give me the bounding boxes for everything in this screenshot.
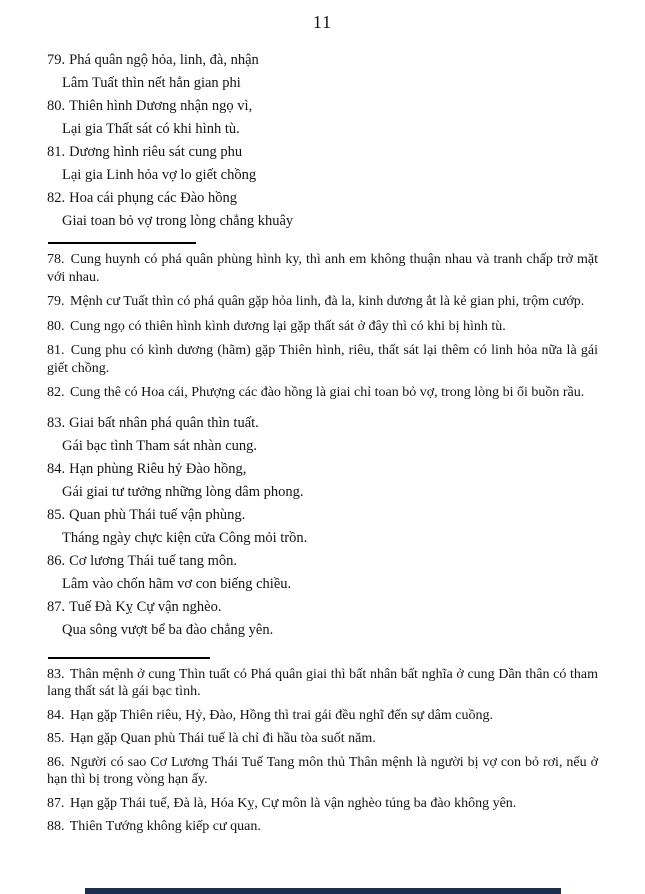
verse-line: Lại gia Linh hỏa vợ lo giết chồng (62, 167, 257, 183)
verse-text: Quan phù Thái tuế vận phùng. (69, 506, 246, 523)
verse-line: Tháng ngày chực kiện cửa Công mỏi trồn. (62, 529, 308, 546)
verse-line: Gái bạc tình Tham sát nhàn cung. (62, 437, 258, 454)
footnote-84 (47, 707, 598, 725)
verse-line (47, 141, 598, 164)
footnote-text: Thiên Tướng không kiếp cư quan. (69, 819, 261, 834)
verse-section-middle (47, 412, 598, 642)
footnote-text: Cung huynh có phá quân phùng hình ky, thì anh em không thuận nhau và tranh chấp trở mặt với nhau. (47, 252, 599, 285)
verse-line: Giai toan bỏ vợ trong lòng chẳng khuây (62, 213, 294, 229)
footnote-number: 86. (47, 754, 65, 770)
verse-83 (47, 412, 598, 458)
page-number: 11 (312, 12, 333, 32)
footnote-88 (47, 818, 598, 836)
verse-number: 81. (47, 144, 66, 160)
footnote-80 (47, 318, 598, 336)
footnotes-lower (47, 666, 598, 836)
verse-line (47, 504, 598, 527)
verse-number: 87. (47, 598, 66, 615)
verse-text: Hạn phùng Riêu hỷ Đào hồng, (69, 460, 247, 477)
footnote-text: Hạn gặp Thiên riêu, Hỷ, Đào, Hồng thì trai gái đều nghĩ đến sự dâm cuồng. (70, 707, 493, 723)
verse-text: Thiên hình Dương nhận ngọ vì, (69, 98, 253, 114)
verse-line (47, 458, 598, 481)
footnote-number: 85. (47, 731, 65, 746)
footnote-text: Người có sao Cơ Lương Thái Tuế Tang môn thủ Thân mệnh là người bị vợ con bỏ rơi, nếu ở hạn thì bị trong vòng hạn ấy. (47, 754, 599, 787)
verse-line (47, 550, 598, 573)
verse-line (47, 412, 598, 435)
verse-number: 83. (47, 414, 66, 431)
footnote-text: Thân mệnh ở cung Thìn tuất có Phá quân giai thì bất nhân bất nghĩa ở cung Dần thân có tham lang thất sát là gái bạc tình. (47, 666, 598, 699)
footnote-text: Hạn gặp Thái tuế, Đà là, Hóa Kỵ, Cự môn là vận nghèo túng ba đào không yên. (70, 795, 517, 811)
verse-line: Qua sông vượt bể ba đào chẳng yên. (62, 621, 274, 638)
verse-80 (47, 95, 598, 141)
verse-text: Cơ lương Thái tuế tang môn. (69, 552, 238, 569)
verse-number: 84. (47, 460, 66, 477)
verse-number: 86. (47, 552, 66, 569)
verse-line: Lâm vào chốn hãm vơ con biếng chiều. (62, 575, 292, 592)
verse-line (47, 95, 598, 118)
verse-text: Phá quân ngộ hỏa, linh, đà, nhận (69, 52, 259, 68)
verse-79 (47, 49, 598, 95)
footnote-83 (47, 666, 598, 701)
verse-line (47, 596, 598, 619)
footnote-87 (47, 795, 598, 813)
bottom-bar (85, 888, 561, 894)
verse-87 (47, 596, 598, 642)
footnote-separator (48, 242, 196, 244)
footnote-79 (47, 293, 598, 311)
footnote-number: 82. (47, 385, 65, 400)
verse-line: Lâm Tuất thìn nết hẳn gian phi (62, 75, 241, 91)
verse-number: 80. (47, 98, 66, 114)
verse-86 (47, 550, 598, 596)
verse-82 (47, 187, 598, 233)
footnote-number: 88. (47, 819, 65, 834)
footnote-number: 87. (47, 795, 65, 811)
verse-line: Gái giai tư tưởng những lòng dâm phong. (62, 483, 304, 500)
footnote-text: Mệnh cư Tuất thìn có phá quân gặp hỏa linh, đà la, kinh dương ắt là kẻ gian phi, trộm cướp. (70, 294, 585, 309)
footnote-number: 84. (47, 707, 65, 723)
footnote-text: Cung thê có Hoa cái, Phượng các đào hồng là giai chỉ toan bỏ vợ, trong lòng bi ổi buồn rầu. (70, 385, 585, 400)
verse-85 (47, 504, 598, 550)
verse-81 (47, 141, 598, 187)
footnote-number: 79. (47, 294, 65, 309)
verse-number: 85. (47, 506, 66, 523)
footnote-text: Hạn gặp Quan phù Thái tuế là chỉ đi hầu tòa suốt năm. (70, 731, 376, 746)
footnotes-upper (47, 251, 598, 402)
footnote-number: 83. (47, 666, 65, 682)
verse-line: Lại gia Thất sát có khi hình tù. (62, 121, 240, 137)
footnote-82 (47, 384, 598, 402)
verse-text: Hoa cái phụng các Đào hồng (69, 190, 238, 206)
footnote-81 (47, 342, 598, 377)
verse-line (47, 49, 598, 72)
footnote-number: 80. (47, 318, 65, 334)
footnote-number: 78. (47, 252, 65, 267)
footnote-85 (47, 730, 598, 748)
verse-number: 82. (47, 190, 66, 206)
verse-line (47, 187, 598, 210)
footnote-86 (47, 754, 598, 789)
footnote-text: Cung ngọ có thiên hình kình dương lại gặp thất sát ở đây thì có khi bị hình tù. (70, 318, 506, 334)
verse-section-top (47, 49, 598, 233)
footnote-text: Cung phu có kình dương (hãm) gặp Thiên hình, riêu, thất sát lại thêm có linh hỏa nữa là gái giết chồng. (47, 343, 598, 376)
verse-text: Tuế Đà Kỵ Cự vận nghèo. (69, 598, 222, 615)
verse-number: 79. (47, 52, 66, 68)
footnote-number: 81. (47, 343, 65, 358)
verse-text: Giai bất nhân phá quân thìn tuất. (69, 414, 259, 431)
verse-text: Dương hình riêu sát cung phu (69, 144, 243, 160)
footnote-78 (47, 251, 598, 286)
footnote-separator (48, 657, 210, 659)
verse-84 (47, 458, 598, 504)
